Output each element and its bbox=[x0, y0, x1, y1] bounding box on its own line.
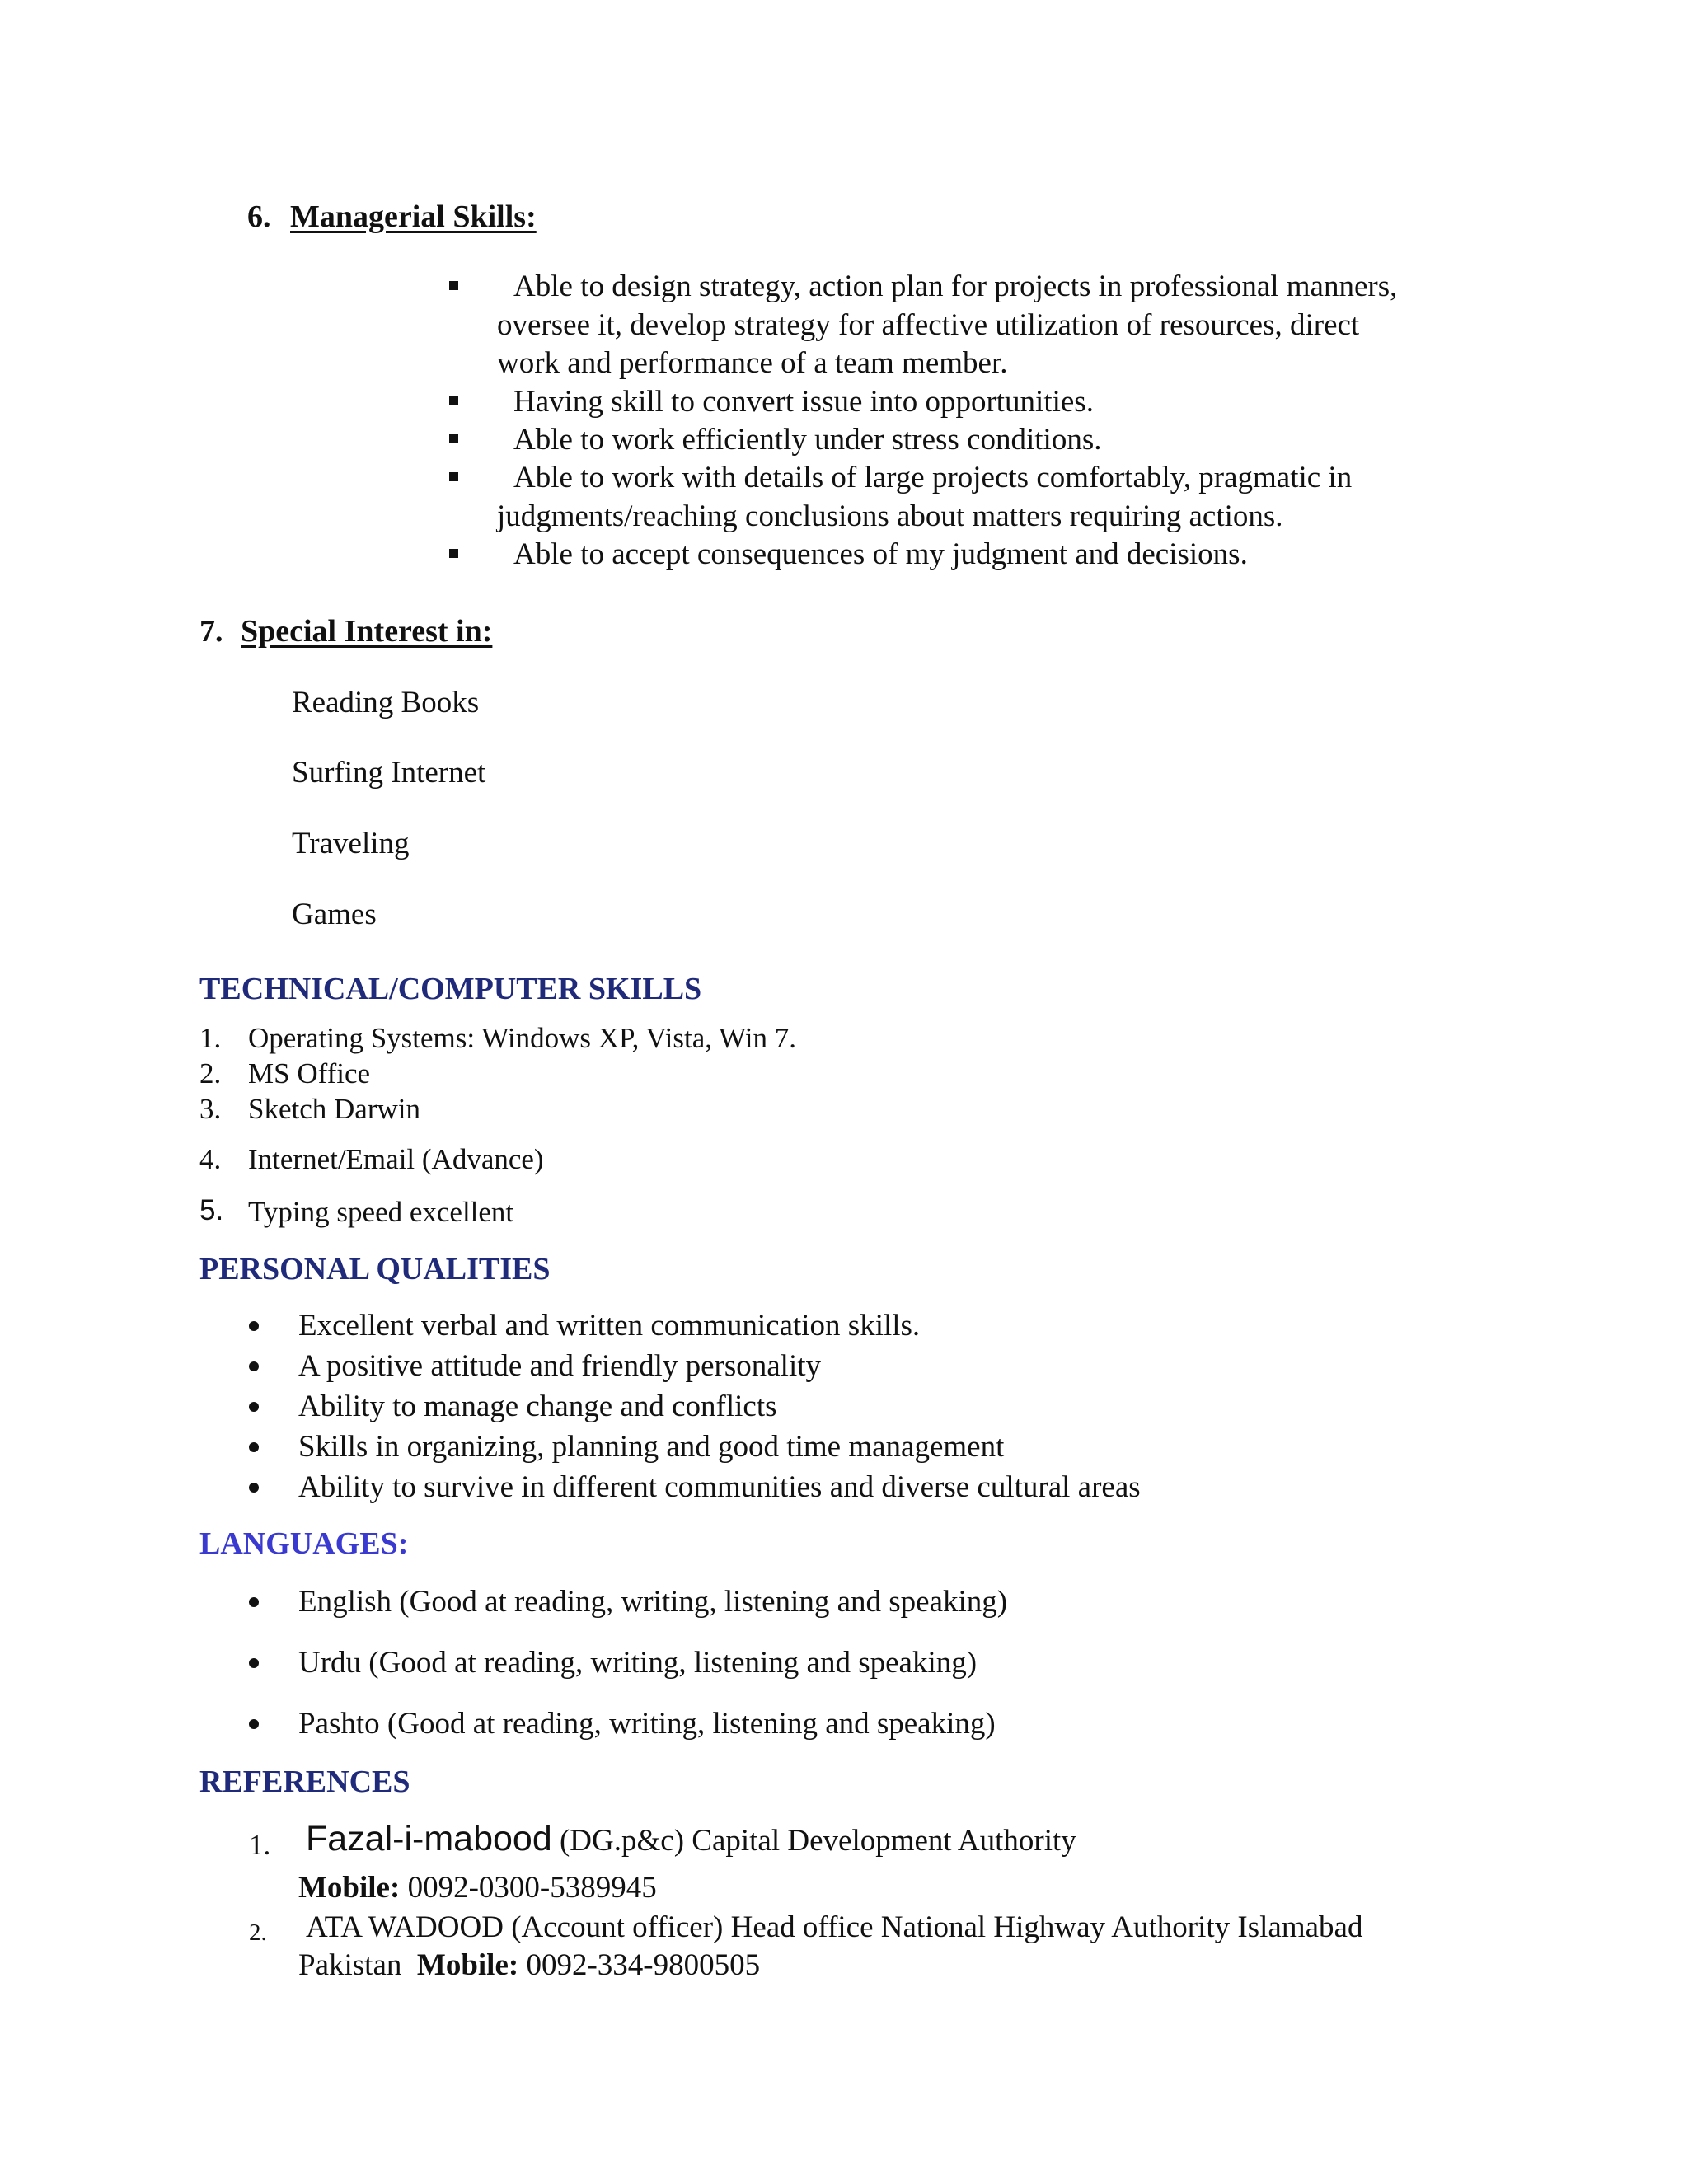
reference-1-mobile-label: Mobile: bbox=[298, 1871, 401, 1905]
reference-1-name: Fazal-i-mabood bbox=[306, 1819, 552, 1858]
managerial-item-1-line-1: Able to design strategy, action plan for projects in professional manners, bbox=[513, 269, 1398, 303]
technical-item-number: 3. bbox=[199, 1093, 222, 1125]
technical-heading: TECHNICAL/COMPUTER SKILLS bbox=[199, 972, 702, 1006]
personal-heading: PERSONAL QUALITIES bbox=[199, 1252, 551, 1286]
managerial-item-5: Able to accept consequences of my judgment and decisions. bbox=[513, 537, 1248, 571]
interest-item: Games bbox=[292, 898, 377, 931]
square-bullet-icon bbox=[449, 472, 458, 481]
technical-item-number: 4. bbox=[199, 1143, 222, 1175]
personal-item: Skills in organizing, planning and good time management bbox=[298, 1430, 1005, 1464]
personal-item: Ability to survive in different communities and diverse cultural areas bbox=[298, 1470, 1141, 1504]
references-heading: REFERENCES bbox=[199, 1765, 410, 1799]
managerial-item-1-line-2: oversee it, develop strategy for affective utilization of resources, direct bbox=[497, 308, 1360, 342]
bullet-icon bbox=[249, 1483, 259, 1493]
reference-1-detail: (DG.p&c) Capital Development Authority bbox=[551, 1824, 1076, 1858]
language-item: Pashto (Good at reading, writing, listening and speaking) bbox=[298, 1707, 996, 1741]
technical-item-number: 2. bbox=[199, 1057, 222, 1090]
interest-number: 7. bbox=[199, 614, 223, 649]
bullet-icon bbox=[249, 1658, 259, 1668]
managerial-item-2: Having skill to convert issue into opportunities. bbox=[513, 385, 1094, 419]
reference-1-mobile: 0092-0300-5389945 bbox=[400, 1871, 657, 1905]
language-item: Urdu (Good at reading, writing, listening and speaking) bbox=[298, 1646, 978, 1680]
personal-item: Ability to manage change and conflicts bbox=[298, 1390, 777, 1423]
managerial-item-4-line-2: judgments/reaching conclusions about matters requiring actions. bbox=[497, 499, 1283, 533]
reference-1-line bbox=[306, 1820, 1076, 1860]
technical-item-text: Typing speed excellent bbox=[248, 1196, 514, 1228]
bullet-icon bbox=[249, 1321, 259, 1331]
interest-item: Traveling bbox=[292, 827, 410, 860]
technical-item-text: Sketch Darwin bbox=[248, 1093, 420, 1125]
personal-item: Excellent verbal and written communication skills. bbox=[298, 1309, 921, 1343]
square-bullet-icon bbox=[449, 281, 458, 290]
bullet-icon bbox=[249, 1361, 259, 1371]
bullet-icon bbox=[249, 1719, 259, 1729]
reference-2-line-1: ATA WADOOD (Account officer) Head office National Highway Authority Islamabad bbox=[306, 1910, 1363, 1944]
managerial-item-4-line-1: Able to work with details of large projects comfortably, pragmatic in bbox=[513, 461, 1353, 494]
managerial-item-1-line-3: work and performance of a team member. bbox=[497, 346, 1008, 380]
languages-heading: LANGUAGES: bbox=[199, 1526, 409, 1561]
language-item: English (Good at reading, writing, listening and speaking) bbox=[298, 1585, 1008, 1619]
interest-heading: Special Interest in: bbox=[241, 614, 493, 649]
managerial-item-3: Able to work efficiently under stress conditions. bbox=[513, 423, 1102, 457]
reference-2-line-2 bbox=[298, 1947, 760, 1985]
reference-2-mobile: 0092-334-9800505 bbox=[518, 1948, 761, 1982]
reference-1-mobile-line bbox=[298, 1869, 657, 1907]
bullet-icon bbox=[249, 1402, 259, 1412]
reference-number: 2. bbox=[249, 1919, 267, 1946]
technical-item-text: MS Office bbox=[248, 1057, 371, 1090]
bullet-icon bbox=[249, 1597, 259, 1607]
square-bullet-icon bbox=[449, 434, 458, 443]
technical-item-text: Internet/Email (Advance) bbox=[248, 1143, 544, 1175]
managerial-number: 6. bbox=[247, 199, 271, 234]
reference-number: 1. bbox=[249, 1829, 271, 1861]
reference-2-country: Pakistan bbox=[298, 1948, 402, 1982]
square-bullet-icon bbox=[449, 549, 458, 558]
bullet-icon bbox=[249, 1442, 259, 1452]
technical-item-text: Operating Systems: Windows XP, Vista, Win 7. bbox=[248, 1022, 796, 1054]
reference-2-mobile-label: Mobile: bbox=[416, 1948, 519, 1982]
interest-item: Surfing Internet bbox=[292, 756, 486, 790]
square-bullet-icon bbox=[449, 396, 458, 405]
personal-item: A positive attitude and friendly personality bbox=[298, 1349, 822, 1383]
technical-item-number: 5. bbox=[199, 1194, 224, 1226]
technical-item-number: 1. bbox=[199, 1022, 222, 1054]
managerial-heading: Managerial Skills: bbox=[290, 199, 537, 234]
interest-item: Reading Books bbox=[292, 686, 480, 719]
